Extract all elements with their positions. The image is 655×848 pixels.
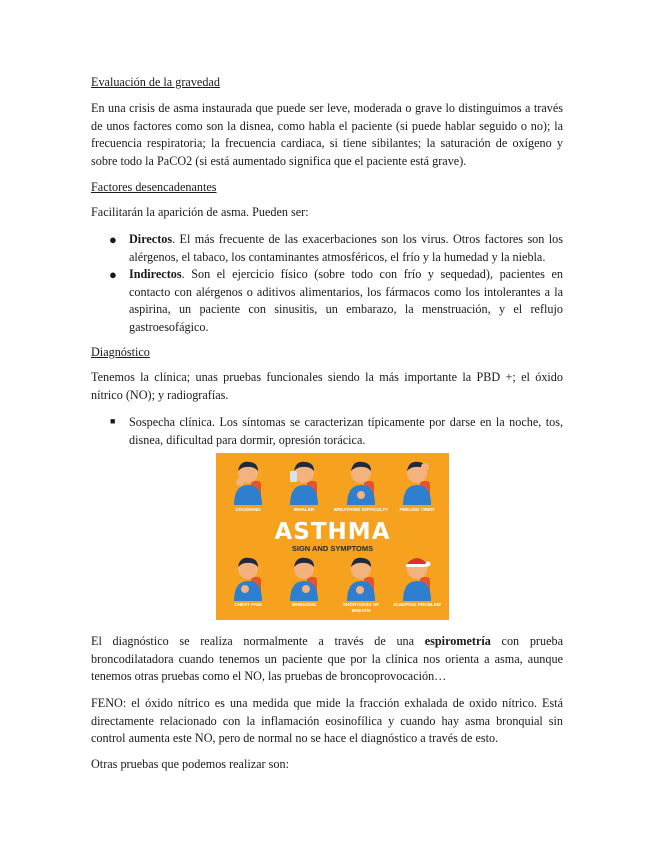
symptom-chest-pain bbox=[220, 551, 276, 620]
symptom-label: FEELING TIRED bbox=[399, 507, 435, 512]
symptom-inhaler bbox=[276, 455, 332, 525]
text-sospecha: Sospecha clínica. Los síntomas se caracterizan típicamente por darse en la noche, tos, disnea, dificultad para dormir, opresión torácica. bbox=[129, 415, 563, 447]
symptom-label: WHEEZING bbox=[291, 602, 317, 607]
text-directos: . El más frecuente de las exacerbaciones son los virus. Otros factores son los alérgenos, el tabaco, los contaminantes atmosféricos, el frío y la humedad y la niebla. bbox=[129, 232, 563, 264]
symptom-coughing bbox=[220, 455, 276, 525]
paragraph-gravedad: En una crisis de asma instaurada que puede ser leve, moderada o grave lo distinguimos a través de unos factores como son la disnea, como habla el paciente (si puede hablar seguido o no); la frecuencia respiratoria; la frecuencia cardiaca, si tiene sibilantes; la saturación de oxígeno y sobre todo la PaCO2 (si está aumentado significa que el paciente está grave). bbox=[91, 101, 563, 168]
espirometria-term: espirometría bbox=[424, 634, 491, 648]
symptom-label: CHEST PAIN bbox=[234, 602, 262, 607]
paragraph-feno: FENO: el óxido nítrico es una medida que mide la fracción exhalada de oxido nítrico. Está directamente relacionado con la inflamación eosinofílica y cuando hay asma bronquial sin control aumenta este NO, pero de normal no se hace el diagnóstico a través de esto. bbox=[91, 696, 563, 745]
square-bullet-icon: ■ bbox=[110, 416, 116, 426]
infographic-subtitle: SIGN AND SYMPTOMS bbox=[291, 544, 374, 553]
list-item-directos bbox=[109, 231, 563, 266]
paragraph-factores-intro: Facilitarán la aparición de asma. Pueden ser: bbox=[91, 205, 309, 219]
paragraph-espirometria bbox=[91, 633, 563, 686]
espirometria-after: con prueba broncodilatadora cuando tenemos un paciente que por la clínica nos orienta a asma, aunque tenemos otras pruebas como el NO, las pruebas de broncoprovocación… bbox=[91, 634, 563, 683]
list-item-sospecha bbox=[110, 414, 563, 449]
symptom-sleeping-problem bbox=[389, 551, 445, 620]
asthma-infographic bbox=[216, 453, 449, 620]
symptom-breathing-difficulty bbox=[333, 455, 389, 525]
bullet-dot-icon: ● bbox=[109, 267, 117, 282]
wheezing-person-icon bbox=[276, 551, 332, 601]
infographic-title: ASTHMA bbox=[274, 519, 391, 545]
term-directos: Directos bbox=[129, 232, 173, 246]
sleeping-person-icon bbox=[389, 551, 445, 601]
text-indirectos: . Son el ejercicio físico (sobre todo con frío y sequedad), pacientes en contacto con alérgenos o aditivos alimentarios, los fármacos como los intolerantes a la aspirina, un paciente con sinusitis, un embarazo, la menstruación, y el reflujo gastroesofágico. bbox=[129, 267, 563, 334]
inhaler-person-icon bbox=[276, 455, 332, 505]
symptom-label: COUGHING bbox=[235, 507, 261, 512]
shortness-breath-person-icon bbox=[333, 551, 389, 601]
symptom-label: BREATHING DIFFICULTY bbox=[333, 507, 389, 512]
bullet-dot-icon: ● bbox=[109, 232, 117, 247]
coughing-person-icon bbox=[220, 455, 276, 505]
paragraph-otras-pruebas: Otras pruebas que podemos realizar son: bbox=[91, 757, 289, 771]
symptom-wheezing bbox=[276, 551, 332, 620]
breathing-person-icon bbox=[333, 455, 389, 505]
tired-person-icon bbox=[389, 455, 445, 505]
section-heading-diagnostico: Diagnóstico bbox=[91, 345, 150, 359]
symptom-shortness-of-breath bbox=[333, 551, 389, 620]
symptom-label: INHALER bbox=[293, 507, 315, 512]
term-indirectos: Indirectos bbox=[129, 267, 182, 281]
list-item-indirectos bbox=[109, 266, 563, 336]
paragraph-diagnostico-intro: Tenemos la clínica; unas pruebas funcionales siendo la más importante la PBD +; el óxido nítrico (NO); y radiografías. bbox=[91, 370, 563, 402]
section-heading-factores: Factores desencadenantes bbox=[91, 180, 217, 194]
symptom-feeling-tired bbox=[389, 455, 445, 525]
espirometria-before: El diagnóstico se realiza normalmente a través de una bbox=[91, 634, 425, 648]
symptom-label: SHORTNESS OF BREATH bbox=[342, 602, 380, 613]
symptom-label: SLEEPING PROBLEM bbox=[393, 602, 441, 607]
section-heading-gravedad: Evaluación de la gravedad bbox=[91, 75, 220, 89]
chest-pain-person-icon bbox=[220, 551, 276, 601]
